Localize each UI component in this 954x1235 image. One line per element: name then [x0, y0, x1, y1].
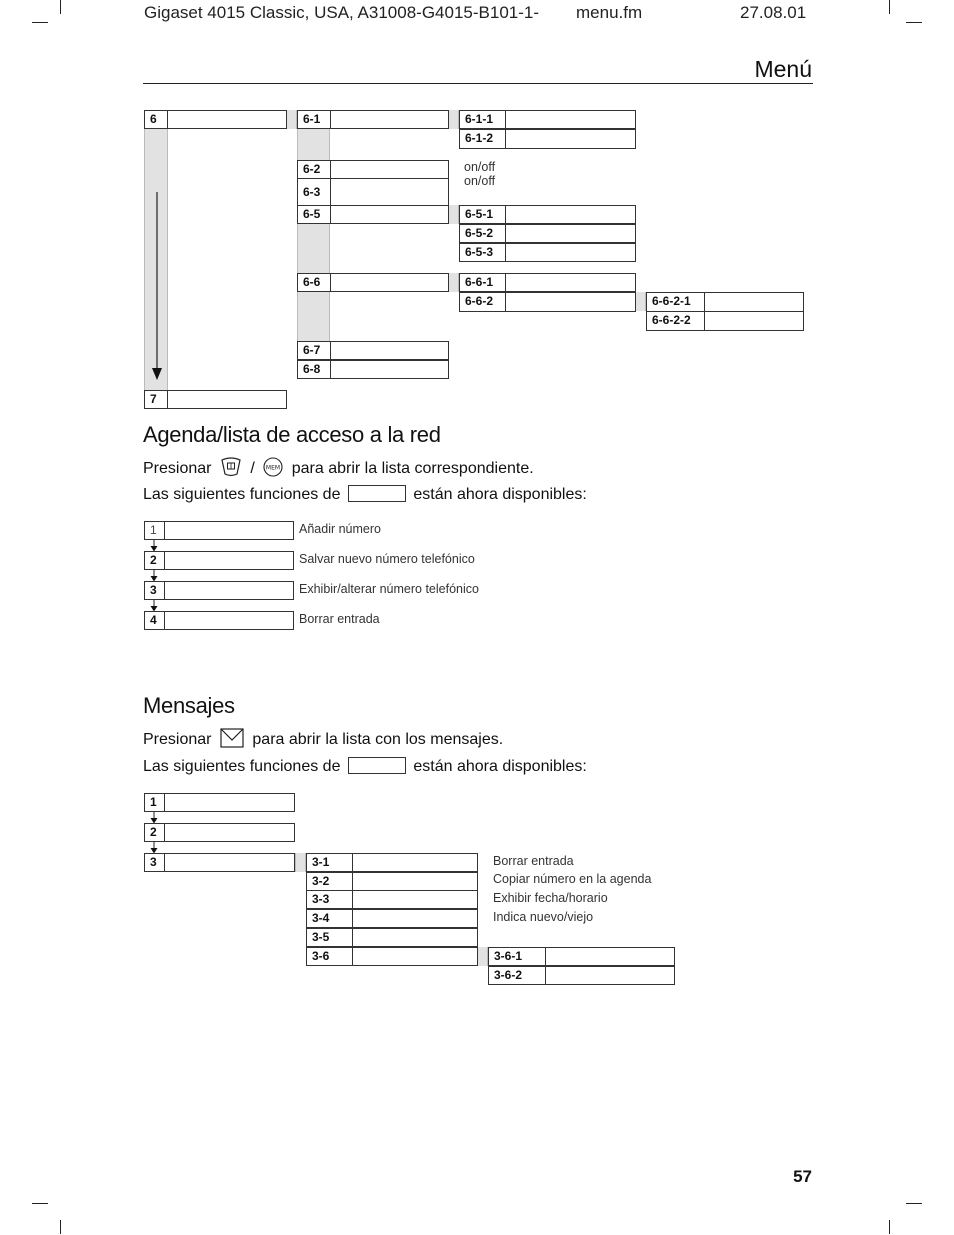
menu-item-field [704, 292, 804, 312]
menu-item-field [330, 360, 449, 379]
menu-item-6-field [167, 110, 287, 129]
agenda-press-before: Presionar [143, 460, 212, 477]
display-key-box [348, 757, 406, 774]
crop-mark [889, 1220, 890, 1234]
menu-item-7-field [167, 390, 287, 409]
agenda-press-line [143, 457, 534, 478]
tree-bar [635, 292, 646, 311]
down-arrow-icon [149, 570, 159, 582]
menu-item-6-1-1: 6-1-1 [459, 110, 506, 129]
mensajes-press-before: Presionar [143, 731, 212, 748]
down-arrow-icon [149, 812, 159, 824]
mensajes-item-num: 1 [144, 793, 165, 812]
mensajes-sub-field [352, 909, 478, 928]
agenda-item-field [164, 611, 294, 630]
file-name: menu.fm [576, 3, 643, 22]
menu-item-6-1: 6-1 [297, 110, 331, 129]
mensajes-sub-num: 3-1 [306, 853, 353, 872]
phonebook-key-icon [220, 457, 242, 477]
down-arrow-icon [149, 842, 159, 854]
mensajes-sub-field [352, 947, 478, 966]
agenda-item-label: Añadir número [299, 522, 381, 536]
mensajes-sub-label: Exhibir fecha/horario [493, 891, 608, 905]
menu-item-field [330, 110, 449, 129]
crop-mark [60, 1220, 61, 1234]
crop-mark [32, 1203, 48, 1204]
menu-item-6-7: 6-7 [297, 341, 331, 360]
menu-item-field [505, 243, 636, 262]
menu-item-6-6-1: 6-6-1 [459, 273, 506, 292]
mensajes-press-after: para abrir la lista con los mensajes. [252, 731, 504, 748]
menu-item-6-6-2-2: 6-6-2-2 [646, 311, 705, 331]
menu-item-field [330, 341, 449, 360]
crop-mark [889, 0, 890, 14]
down-arrow-icon [149, 600, 159, 612]
svg-text:MEM: MEM [266, 464, 281, 472]
tree-bar [448, 205, 459, 224]
tree-bar [286, 110, 297, 129]
envelope-key-icon [220, 728, 244, 748]
agenda-item-num: 4 [144, 611, 165, 630]
mensajes-item-field [164, 793, 295, 812]
mensajes-sub-label: Borrar entrada [493, 854, 574, 868]
mensajes-sub-field [352, 872, 478, 891]
mensajes-sub-num: 3-3 [306, 890, 353, 909]
tree-bar [297, 128, 330, 160]
onoff-label: on/off [464, 160, 496, 174]
mensajes-sub-field [352, 853, 478, 872]
mensajes-sub2-num: 3-6-2 [488, 966, 546, 985]
agenda-item-num: 2 [144, 551, 165, 570]
menu-item-field [505, 273, 636, 292]
mensajes-sub-label: Indica nuevo/viejo [493, 910, 594, 924]
menu-item-field [330, 273, 449, 292]
crop-mark [906, 22, 922, 23]
down-arrow-icon [150, 192, 164, 382]
mensajes-sub2-num: 3-6-1 [488, 947, 546, 966]
menu-item-field [505, 224, 636, 243]
menu-item-6-8: 6-8 [297, 360, 331, 379]
menu-item-6-3: 6-3 [297, 178, 331, 206]
menu-item-6-6-2: 6-6-2 [459, 292, 506, 312]
menu-item-field [505, 205, 636, 224]
mensajes-press-line [143, 728, 503, 749]
menu-item-field [505, 129, 636, 149]
tree-bar [448, 273, 459, 292]
menu-item-field [330, 160, 449, 179]
mensajes-functions-line [143, 757, 587, 776]
menu-item-field [704, 311, 804, 331]
onoff-label: on/off [464, 174, 496, 188]
mensajes-item-num: 3 [144, 853, 165, 872]
agenda-functions-after: están ahora disponibles: [413, 486, 587, 503]
mensajes-sub-num: 3-2 [306, 872, 353, 891]
menu-item-6-5-2: 6-5-2 [459, 224, 506, 243]
mem-key-icon [263, 457, 283, 477]
menu-item-field [505, 110, 636, 129]
menu-item-6-6: 6-6 [297, 273, 331, 292]
mensajes-item-field [164, 853, 295, 872]
mensajes-functions-before: Las siguientes funciones de [143, 758, 341, 775]
agenda-item-num: 1 [144, 521, 165, 540]
menu-item-6-5: 6-5 [297, 205, 331, 224]
doc-title: Gigaset 4015 Classic, USA, A31008-G4015-B101-1- [144, 3, 540, 22]
menu-item-6-1-2: 6-1-2 [459, 129, 506, 149]
mensajes-sub-num: 3-5 [306, 928, 353, 947]
section-title: Menú [754, 56, 812, 82]
menu-item-field [330, 178, 449, 206]
agenda-press-after: para abrir la lista correspondiente. [291, 460, 534, 477]
menu-item-6-5-3: 6-5-3 [459, 243, 506, 262]
menu-item-6: 6 [144, 110, 168, 129]
agenda-slash: / [250, 460, 255, 477]
mensajes-sub-label: Copiar número en la agenda [493, 872, 652, 886]
agenda-item-num: 3 [144, 581, 165, 600]
mensajes-sub2-field [545, 947, 675, 966]
agenda-item-field [164, 551, 294, 570]
mensajes-sub2-field [545, 966, 675, 985]
agenda-item-field [164, 521, 294, 540]
agenda-item-label: Salvar nuevo número telefónico [299, 552, 475, 566]
mensajes-heading: Mensajes [143, 693, 235, 718]
menu-item-6-5-1: 6-5-1 [459, 205, 506, 224]
crop-mark [60, 0, 61, 14]
menu-item-7: 7 [144, 390, 168, 409]
crop-mark [32, 22, 48, 23]
doc-date: 27.08.01 [740, 3, 807, 22]
agenda-heading: Agenda/lista de acceso a la red [143, 422, 441, 447]
header-rule [143, 83, 813, 84]
mensajes-sub-num: 3-4 [306, 909, 353, 928]
agenda-functions-before: Las siguientes funciones de [143, 486, 341, 503]
mensajes-functions-after: están ahora disponibles: [413, 758, 587, 775]
agenda-functions-line [143, 485, 587, 504]
agenda-item-field [164, 581, 294, 600]
menu-item-field [330, 205, 449, 224]
tree-bar [297, 223, 330, 274]
menu-item-6-6-2-1: 6-6-2-1 [646, 292, 705, 312]
mensajes-item-field [164, 823, 295, 842]
tree-bar [295, 853, 306, 872]
tree-bar [297, 291, 330, 342]
mensajes-sub-field [352, 890, 478, 909]
tree-bar [477, 947, 488, 966]
mensajes-sub-num: 3-6 [306, 947, 353, 966]
crop-mark [906, 1203, 922, 1204]
mensajes-item-num: 2 [144, 823, 165, 842]
menu-item-6-2: 6-2 [297, 160, 331, 179]
agenda-item-label: Exhibir/alterar número telefónico [299, 582, 479, 596]
agenda-item-label: Borrar entrada [299, 612, 380, 626]
display-key-box [348, 485, 406, 502]
tree-bar [448, 110, 459, 129]
page-number: 57 [793, 1167, 812, 1186]
menu-item-field [505, 292, 636, 312]
down-arrow-icon [149, 540, 159, 552]
mensajes-sub-field [352, 928, 478, 947]
